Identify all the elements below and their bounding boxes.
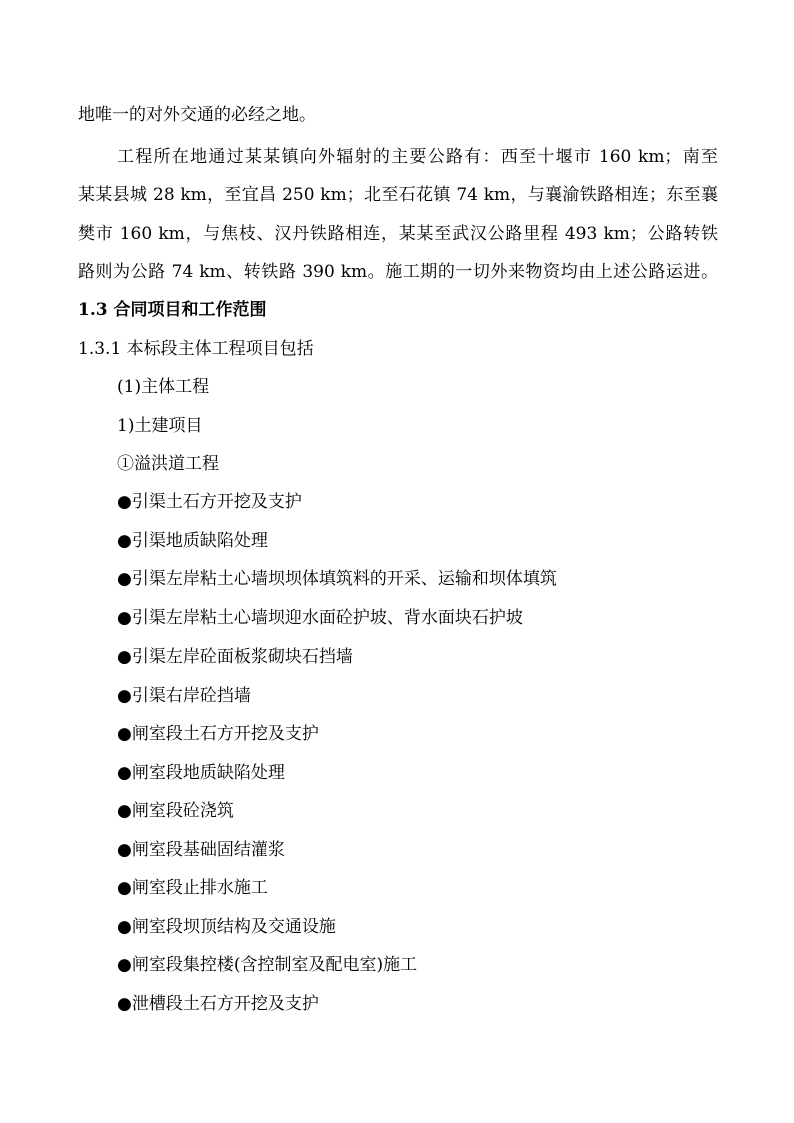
bullet-item: ●闸室段止排水施工 bbox=[117, 878, 268, 898]
bullet-item: ●闸室段地质缺陷处理 bbox=[117, 763, 285, 783]
bullet-item: ●引渠左岸砼面板浆砌块石挡墙 bbox=[117, 647, 353, 667]
bullet-item: ●闸室段基础固结灌浆 bbox=[117, 840, 285, 860]
outline-level-3: ①溢洪道工程 bbox=[117, 454, 219, 474]
bullet-item: ●闸室段砼浇筑 bbox=[117, 801, 234, 821]
paragraph-line: 某某县城 28 km，至宜昌 250 km；北至石花镇 74 km，与襄渝铁路相连；东至襄 bbox=[78, 185, 718, 205]
bullet-item: ●泄槽段土石方开挖及支护 bbox=[117, 994, 319, 1014]
bullet-item: ●闸室段集控楼(含控制室及配电室)施工 bbox=[117, 955, 418, 975]
bullet-item: ●闸室段坝顶结构及交通设施 bbox=[117, 917, 336, 937]
outline-level-1: (1)主体工程 bbox=[117, 377, 210, 397]
bullet-item: ●引渠左岸粘土心墙坝坝体填筑料的开采、运输和坝体填筑 bbox=[117, 569, 557, 589]
section-heading: 1.3 合同项目和工作范围 bbox=[78, 300, 267, 320]
paragraph-line: 樊市 160 km，与焦枝、汉丹铁路相连，某某至武汉公路里程 493 km；公路转铁 bbox=[78, 224, 718, 244]
bullet-item: ●引渠左岸粘土心墙坝迎水面砼护坡、背水面块石护坡 bbox=[117, 608, 523, 628]
outline-level-2: 1)土建项目 bbox=[117, 416, 203, 436]
bullet-item: ●引渠右岸砼挡墙 bbox=[117, 686, 251, 706]
bullet-item: ●引渠地质缺陷处理 bbox=[117, 531, 268, 551]
subsection-heading: 1.3.1 本标段主体工程项目包括 bbox=[78, 339, 314, 359]
paragraph-line: 路则为公路 74 km、转铁路 390 km。施工期的一切外来物资均由上述公路运进。 bbox=[78, 262, 718, 282]
paragraph-line: 地唯一的对外交通的必经之地。 bbox=[78, 105, 316, 125]
bullet-item: ●闸室段土石方开挖及支护 bbox=[117, 724, 319, 744]
bullet-item: ●引渠土石方开挖及支护 bbox=[117, 492, 302, 512]
paragraph-line: 工程所在地通过某某镇向外辐射的主要公路有：西至十堰市 160 km；南至 bbox=[117, 147, 718, 167]
